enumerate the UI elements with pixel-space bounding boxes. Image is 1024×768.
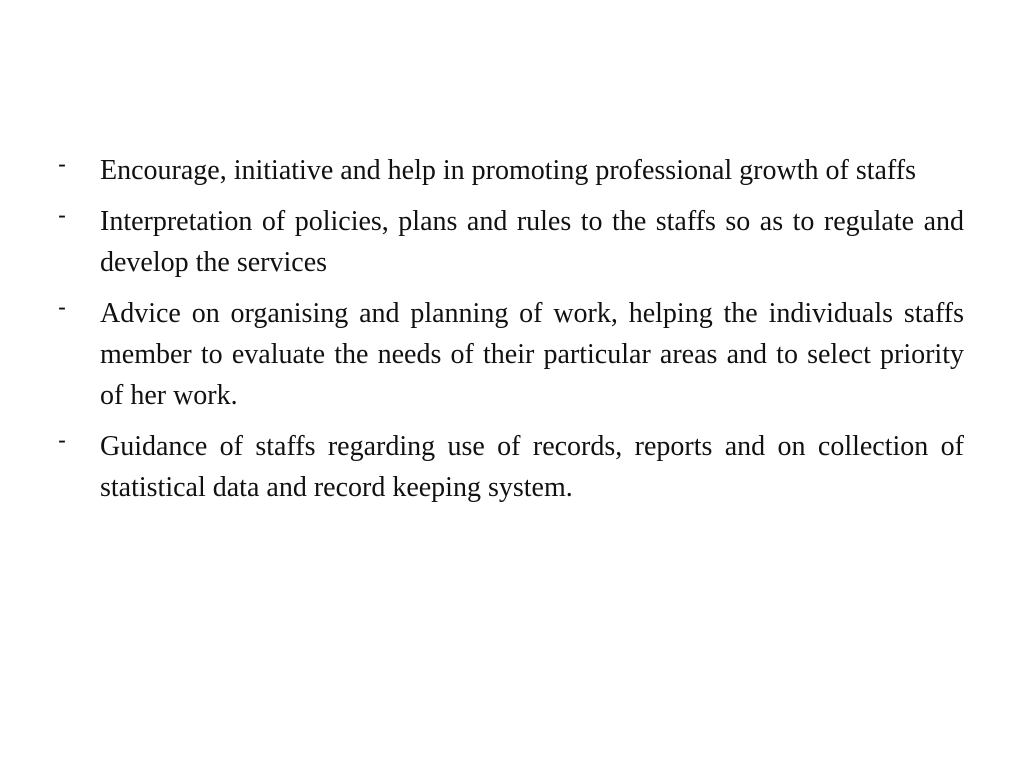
bullet-item bbox=[58, 201, 964, 283]
bullet-item bbox=[58, 293, 964, 416]
dash-bullet-icon: - bbox=[58, 202, 66, 229]
bullet-list bbox=[58, 150, 964, 518]
bullet-text: Guidance of staffs regarding use of records, reports and on collection of statistical data and record keeping system. bbox=[100, 431, 964, 503]
bullet-text: Encourage, initiative and help in promoting professional growth of staffs bbox=[100, 155, 916, 186]
bullet-item bbox=[58, 150, 964, 191]
bullet-text: Advice on organising and planning of work, helping the individuals staffs member to evaluate the needs of their particular areas and to select priority of her work. bbox=[100, 298, 964, 411]
bullet-item bbox=[58, 426, 964, 508]
dash-bullet-icon: - bbox=[58, 427, 66, 454]
dash-bullet-icon: - bbox=[58, 294, 66, 321]
dash-bullet-icon: - bbox=[58, 151, 66, 178]
bullet-text: Interpretation of policies, plans and rules to the staffs so as to regulate and develop the services bbox=[100, 206, 964, 278]
